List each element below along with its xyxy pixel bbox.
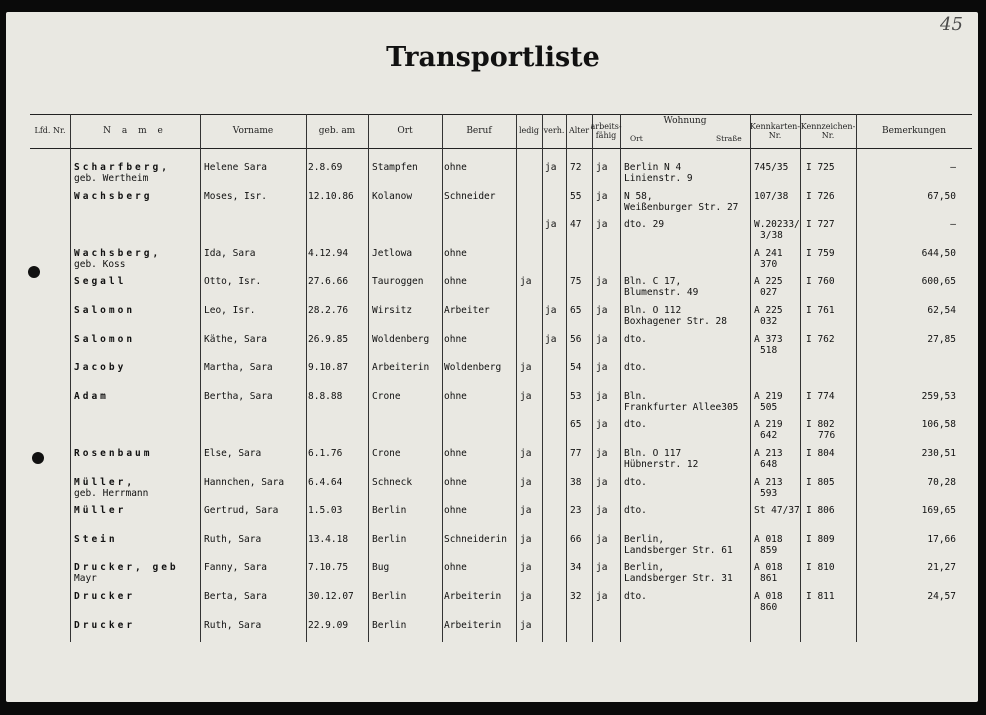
header-geb-am: geb. am — [318, 125, 356, 136]
name-cell: Drucker — [74, 591, 136, 602]
alter-cell: 32 — [570, 591, 582, 602]
wohnung-street-cell: Frankfurter Allee305 — [624, 401, 739, 413]
bemerkungen-cell: 230,51 — [921, 448, 956, 459]
wohnung-cell: Bln. — [624, 390, 647, 402]
ort-cell: Berlin — [372, 619, 407, 631]
header-kennkarten: Kennkarten- Nr. — [749, 121, 801, 140]
kennzeichen-cell: I 726 — [806, 190, 835, 202]
ledig-cell: ja — [520, 505, 532, 517]
ort-cell: Wirsitz — [372, 305, 413, 316]
vorname-cell: Martha, Sara — [204, 362, 273, 374]
table-header-rule — [30, 148, 972, 149]
beruf-cell: Woldenberg — [444, 362, 502, 374]
ort-cell: Schneck — [372, 476, 413, 488]
vorname-cell: Käthe, Sara — [204, 333, 267, 345]
kennkarte-sub-cell: 859 — [760, 544, 778, 556]
kennkarte-sub-cell: 642 — [760, 430, 778, 442]
kennzeichen-cell: I 774 — [806, 390, 835, 402]
table-row — [30, 620, 972, 650]
beruf-cell: ohne — [444, 476, 467, 488]
vorname-cell: Berta, Sara — [204, 591, 267, 602]
kennkarte-cell: A 213 — [754, 476, 783, 488]
ort-cell: Jetlowa — [372, 247, 413, 259]
wohnung-street-cell: Linienstr. 9 — [624, 173, 693, 184]
geb-cell: 13.4.18 — [308, 533, 349, 545]
kennzeichen-cell: I 761 — [806, 305, 835, 316]
wohnung-cell: dto. 29 — [624, 219, 665, 231]
header-verh: verh. — [543, 126, 565, 136]
wohnung-cell: Bln. O 112 — [624, 305, 682, 316]
kennzeichen-cell: I 802 — [806, 419, 835, 431]
arbeit-cell: ja — [596, 276, 608, 288]
document-title: Transportliste — [386, 42, 600, 73]
beruf-cell: ohne — [444, 247, 467, 259]
kennkarte-cell: A 373 — [754, 333, 783, 345]
alter-cell: 23 — [570, 505, 582, 517]
arbeit-cell: ja — [596, 162, 608, 173]
header-vorname: Vorname — [232, 125, 274, 136]
geb-cell: 6.4.64 — [308, 476, 343, 488]
bemerkungen-cell: — — [950, 162, 956, 173]
name-cell: Wachsberg — [74, 190, 153, 202]
header-wohnung: Wohnung — [663, 116, 707, 126]
arbeit-cell: ja — [596, 362, 608, 374]
ort-cell: Kolanow — [372, 190, 413, 202]
wohnung-street-cell: Landsberger Str. 61 — [624, 544, 733, 556]
bemerkungen-cell: 17,66 — [927, 533, 956, 545]
ort-cell: Arbeiterin — [372, 362, 430, 374]
table-row — [30, 448, 972, 478]
name-note-cell: geb. Herrmann — [74, 487, 149, 499]
beruf-cell: ohne — [444, 448, 467, 459]
geb-cell: 30.12.07 — [308, 591, 354, 602]
table-row — [30, 562, 972, 592]
header-name: N a m e — [103, 125, 167, 136]
kennkarte-sub-cell: 3/38 — [760, 230, 783, 242]
alter-cell: 65 — [570, 305, 582, 316]
name-cell: Adam — [74, 390, 109, 402]
table-row — [30, 162, 972, 192]
ort-cell: Crone — [372, 390, 401, 402]
kennkarte-cell: A 018 — [754, 562, 783, 574]
alter-cell: 54 — [570, 362, 582, 374]
kennkarte-cell: St 47/37 — [754, 505, 800, 517]
verh-cell: ja — [545, 162, 557, 173]
ledig-cell: ja — [520, 448, 532, 459]
ledig-cell: ja — [520, 591, 532, 602]
bemerkungen-cell: — — [950, 219, 956, 231]
geb-cell: 8.8.88 — [308, 390, 343, 402]
ledig-cell: ja — [520, 476, 532, 488]
bemerkungen-cell: 21,27 — [927, 562, 956, 574]
kennzeichen-cell: I 806 — [806, 505, 835, 517]
beruf-cell: ohne — [444, 505, 467, 517]
beruf-cell: ohne — [444, 562, 467, 574]
vorname-cell: Leo, Isr. — [204, 305, 256, 316]
bemerkungen-cell: 67,50 — [927, 190, 956, 202]
alter-cell: 65 — [570, 419, 582, 431]
arbeit-cell: ja — [596, 390, 608, 402]
kennzeichen-cell: I 725 — [806, 162, 835, 173]
wohnung-street-cell: Weißenburger Str. 27 — [624, 201, 739, 213]
wohnung-street-cell: Blumenstr. 49 — [624, 287, 699, 299]
name-note-cell: geb. Koss — [74, 258, 126, 270]
geb-cell: 9.10.87 — [308, 362, 349, 374]
verh-cell: ja — [545, 305, 557, 316]
beruf-cell: ohne — [444, 162, 467, 173]
name-cell: Stein — [74, 533, 118, 545]
table-row — [30, 391, 972, 421]
header-alter: Alter — [568, 126, 590, 136]
arbeit-cell: ja — [596, 533, 608, 545]
wohnung-cell: Bln. O 117 — [624, 448, 682, 459]
bemerkungen-cell: 24,57 — [927, 591, 956, 602]
name-cell: Salomon — [74, 305, 136, 316]
bemerkungen-cell: 259,53 — [921, 390, 956, 402]
bemerkungen-cell: 600,65 — [921, 276, 956, 288]
vorname-cell: Ruth, Sara — [204, 619, 262, 631]
table-row — [30, 248, 972, 278]
kennkarte-cell: A 018 — [754, 591, 783, 602]
ort-cell: Berlin — [372, 505, 407, 517]
geb-cell: 27.6.66 — [308, 276, 349, 288]
beruf-cell: ohne — [444, 276, 467, 288]
geb-cell: 26.9.85 — [308, 333, 349, 345]
transport-table — [30, 114, 972, 642]
ort-cell: Stampfen — [372, 162, 418, 173]
wohnung-street-cell: Landsberger Str. 31 — [624, 573, 733, 585]
arbeit-cell: ja — [596, 305, 608, 316]
arbeit-cell: ja — [596, 333, 608, 345]
alter-cell: 66 — [570, 533, 582, 545]
header-wohnung-ort: Ort — [630, 134, 643, 143]
table-row — [30, 591, 972, 621]
kennkarte-cell: 107/38 — [754, 190, 789, 202]
kennzeichen-cell: I 804 — [806, 448, 835, 459]
name-cell: Wachsberg, — [74, 247, 162, 259]
ledig-cell: ja — [520, 362, 532, 374]
wohnung-cell: Berlin, — [624, 562, 665, 574]
geb-cell: 4.12.94 — [308, 247, 349, 259]
vorname-cell: Otto, Isr. — [204, 276, 262, 288]
wohnung-cell: dto. — [624, 362, 647, 374]
kennkarte-sub-cell: 370 — [760, 258, 778, 270]
table-row — [30, 534, 972, 564]
name-cell: Scharfberg, — [74, 162, 170, 173]
page-number: 45 — [940, 14, 963, 35]
alter-cell: 53 — [570, 390, 582, 402]
vorname-cell: Bertha, Sara — [204, 390, 273, 402]
beruf-cell: Arbeiterin — [444, 619, 502, 631]
ort-cell: Tauroggen — [372, 276, 424, 288]
geb-cell: 7.10.75 — [308, 562, 349, 574]
kennzeichen-cell: I 809 — [806, 533, 835, 545]
header-arbeitsfaehig: arbeits- fähig — [590, 121, 622, 140]
kennkarte-sub-cell: 027 — [760, 287, 778, 299]
kennkarte-cell: A 225 — [754, 305, 783, 316]
table-row — [30, 305, 972, 335]
kennkarte-sub-cell: 648 — [760, 459, 778, 470]
wohnung-street-cell: Hübnerstr. 12 — [624, 459, 699, 470]
kennkarte-sub-cell: 860 — [760, 602, 778, 613]
vorname-cell: Fanny, Sara — [204, 562, 267, 574]
header-bemerkungen: Bemerkungen — [881, 125, 947, 136]
kennkarte-cell: A 219 — [754, 419, 783, 431]
wohnung-cell: dto. — [624, 505, 647, 517]
kennkarte-sub-cell: 032 — [760, 316, 778, 327]
beruf-cell: ohne — [444, 333, 467, 345]
kennzeichen-cell: I 805 — [806, 476, 835, 488]
alter-cell: 47 — [570, 219, 582, 231]
vorname-cell: Ida, Sara — [204, 247, 256, 259]
table-row — [30, 334, 972, 364]
vorname-cell: Hannchen, Sara — [204, 476, 285, 488]
beruf-cell: Schneider — [444, 190, 496, 202]
wohnung-cell: dto. — [624, 476, 647, 488]
name-note-cell: geb. Wertheim — [74, 173, 149, 184]
bemerkungen-cell: 106,58 — [921, 419, 956, 431]
kennkarte-cell: A 213 — [754, 448, 783, 459]
table-row — [30, 219, 972, 249]
kennzeichen-cell: I 760 — [806, 276, 835, 288]
ledig-cell: ja — [520, 562, 532, 574]
kennkarte-cell: A 018 — [754, 533, 783, 545]
ort-cell: Bug — [372, 562, 390, 574]
kennkarte-cell: A 219 — [754, 390, 783, 402]
vorname-cell: Moses, Isr. — [204, 190, 267, 202]
kennzeichen-sub-cell: 776 — [818, 430, 836, 442]
bemerkungen-cell: 169,65 — [921, 505, 956, 517]
wohnung-cell: dto. — [624, 591, 647, 602]
header-ort: Ort — [397, 125, 413, 136]
table-row — [30, 505, 972, 535]
name-cell: Jacoby — [74, 362, 127, 374]
table-row — [30, 477, 972, 507]
kennkarte-cell: A 225 — [754, 276, 783, 288]
arbeit-cell: ja — [596, 591, 608, 602]
bemerkungen-cell: 62,54 — [927, 305, 956, 316]
geb-cell: 12.10.86 — [308, 190, 354, 202]
ledig-cell: ja — [520, 390, 532, 402]
bemerkungen-cell: 27,85 — [927, 333, 956, 345]
ort-cell: Crone — [372, 448, 401, 459]
geb-cell: 2.8.69 — [308, 162, 343, 173]
alter-cell: 72 — [570, 162, 582, 173]
name-cell: Drucker — [74, 619, 136, 631]
kennzeichen-cell: I 762 — [806, 333, 835, 345]
header-lfd-nr: Lfd. Nr. — [34, 126, 66, 136]
table-row — [30, 191, 972, 221]
arbeit-cell: ja — [596, 419, 608, 431]
alter-cell: 34 — [570, 562, 582, 574]
table-row — [30, 362, 972, 392]
kennkarte-sub-cell: 861 — [760, 573, 778, 585]
header-ledig: ledig — [518, 126, 540, 136]
alter-cell: 56 — [570, 333, 582, 345]
bemerkungen-cell: 70,28 — [927, 476, 956, 488]
arbeit-cell: ja — [596, 476, 608, 488]
kennkarte-cell: A 241 — [754, 247, 783, 259]
table-row — [30, 419, 972, 449]
wohnung-cell: Bln. C 17, — [624, 276, 682, 288]
ledig-cell: ja — [520, 533, 532, 545]
wohnung-cell: N 58, — [624, 190, 653, 202]
header-wohnung-strasse: Straße — [716, 134, 742, 143]
arbeit-cell: ja — [596, 219, 608, 231]
geb-cell: 6.1.76 — [308, 448, 343, 459]
ort-cell: Berlin — [372, 591, 407, 602]
vorname-cell: Gertrud, Sara — [204, 505, 279, 517]
wohnung-cell: Berlin N 4 — [624, 162, 682, 173]
verh-cell: ja — [545, 219, 557, 231]
arbeit-cell: ja — [596, 448, 608, 459]
wohnung-street-cell: Boxhagener Str. 28 — [624, 316, 727, 327]
name-note-cell: Mayr — [74, 573, 97, 585]
wohnung-cell: Berlin, — [624, 533, 665, 545]
beruf-cell: Arbeiter — [444, 305, 490, 316]
ort-cell: Berlin — [372, 533, 407, 545]
table-row — [30, 276, 972, 306]
name-cell: Salomon — [74, 333, 136, 345]
kennkarte-cell: 745/35 — [754, 162, 789, 173]
kennzeichen-cell: I 810 — [806, 562, 835, 574]
beruf-cell: Arbeiterin — [444, 591, 502, 602]
bemerkungen-cell: 644,50 — [921, 247, 956, 259]
geb-cell: 22.9.09 — [308, 619, 349, 631]
vorname-cell: Ruth, Sara — [204, 533, 262, 545]
geb-cell: 1.5.03 — [308, 505, 343, 517]
arbeit-cell: ja — [596, 505, 608, 517]
header-kennzeichen: Kennzeichen- Nr. — [800, 121, 856, 140]
arbeit-cell: ja — [596, 190, 608, 202]
kennkarte-sub-cell: 505 — [760, 401, 778, 413]
verh-cell: ja — [545, 333, 557, 345]
wohnung-cell: dto. — [624, 419, 647, 431]
alter-cell: 77 — [570, 448, 582, 459]
kennzeichen-cell: I 759 — [806, 247, 835, 259]
name-cell: Rosenbaum — [74, 448, 153, 459]
name-cell: Drucker, geb — [74, 562, 179, 574]
kennkarte-sub-cell: 593 — [760, 487, 778, 499]
kennkarte-sub-cell: 518 — [760, 344, 778, 356]
header-beruf: Beruf — [466, 125, 492, 136]
name-cell: Segall — [74, 276, 127, 288]
name-cell: Müller — [74, 505, 127, 517]
ledig-cell: ja — [520, 276, 532, 288]
vorname-cell: Helene Sara — [204, 162, 267, 173]
name-cell: Müller, — [74, 476, 136, 488]
beruf-cell: Schneiderin — [444, 533, 507, 545]
arbeit-cell: ja — [596, 562, 608, 574]
vorname-cell: Else, Sara — [204, 448, 262, 459]
ort-cell: Woldenberg — [372, 333, 430, 345]
alter-cell: 55 — [570, 190, 582, 202]
alter-cell: 75 — [570, 276, 582, 288]
alter-cell: 38 — [570, 476, 582, 488]
kennkarte-cell: W.20233/ — [754, 219, 800, 231]
kennzeichen-cell: I 811 — [806, 591, 835, 602]
wohnung-cell: dto. — [624, 333, 647, 345]
ledig-cell: ja — [520, 619, 532, 631]
beruf-cell: ohne — [444, 390, 467, 402]
kennzeichen-cell: I 727 — [806, 219, 835, 231]
geb-cell: 28.2.76 — [308, 305, 349, 316]
